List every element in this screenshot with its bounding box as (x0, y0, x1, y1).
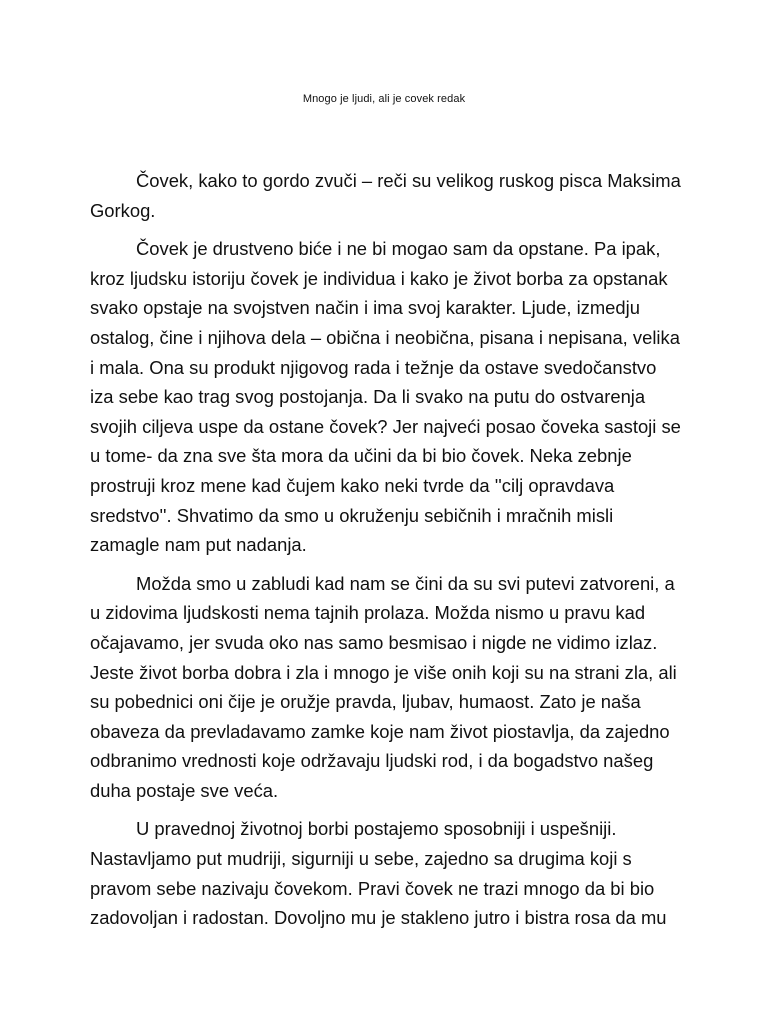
paragraph-2 (90, 234, 690, 560)
document-title: Mnogo je ljudi, ali je covek redak (302, 93, 466, 105)
paragraph-line: Čovek, kako to gordo zvuči – reči su velikog ruskog pisca Maksima (136, 170, 681, 191)
paragraph-line: svako opstaje na svojstven način i ima svoj karakter. Ljude, izmedju (90, 297, 640, 319)
paragraph-line: odbranimo vrednosti koje održavaju ljudski rod, i da bogadstvo našeg (90, 750, 654, 772)
paragraph-line: U pravednoj životnoj borbi postajemo sposobniji i uspešniji. (136, 818, 617, 840)
paragraph-line: obaveza da prevladavamo zamke koje nam život piostavlja, da zajedno (90, 720, 670, 742)
paragraph-line: pravom sebe nazivaju čovekom. Pravi čovek ne trazi mnogo da bi bio (90, 877, 655, 899)
paragraph-line: su pobednici oni čije je oružje pravda, ljubav, humaost. Zato je naša (90, 691, 641, 713)
paragraph-line: očajavamo, jer svuda oko nas samo besmisao i nigde ne vidimo izlaz. (90, 631, 658, 653)
paragraph-line: Gorkog. (90, 199, 156, 221)
paragraph-line: svojih ciljeva uspe da ostane čovek? Jer najveći posao čoveka sastoji se (90, 415, 681, 437)
paragraph-line: sredstvo''. Shvatimo da smo u okruženju sebičnih i mračnih misli (90, 504, 614, 526)
paragraph-line: kroz ljudsku istoriju čovek je individua i kako je život borba za opstanak (90, 267, 668, 289)
paragraph-line: Čovek je drustveno biće i ne bi mogao sam da opstane. Pa ipak, (136, 238, 661, 260)
paragraph-line: Možda smo u zabludi kad nam se čini da su svi putevi zatvoreni, a (136, 572, 675, 594)
paragraph-line: Jeste život borba dobra i zla i mnogo je više onih koji su na strani zla, ali (90, 661, 677, 683)
paragraph-line: iza sebe kao trag svog postojanja. Da li svako na putu do ostvarenja (90, 386, 646, 408)
paragraph-line: prostruji kroz mene kad čujem kako neki tvrde da ''cilj opravdava (90, 474, 615, 496)
paragraph-line: u zidovima ljudskosti nema tajnih prolaza. Možda nismo u pravu kad (90, 602, 646, 624)
paragraph-4 (90, 814, 690, 932)
document-body (90, 166, 690, 942)
paragraph-1 (90, 166, 690, 225)
paragraph-3 (90, 569, 690, 806)
paragraph-line: zamagle nam put nadanja. (90, 534, 307, 556)
paragraph-line: duha postaje sve veća. (90, 779, 279, 801)
paragraph-line: zadovoljan i radostan. Dovoljno mu je stakleno jutro i bistra rosa da mu (90, 907, 667, 929)
paragraph-line: u tome- da zna sve šta mora da učini da bi bio čovek. Neka zebnje (90, 445, 632, 467)
paragraph-line: ostalog, čine i njihova dela – obična i neobična, pisana i nepisana, velika (90, 326, 680, 348)
paragraph-line: i mala. Ona su produkt njigovog rada i težnje da ostave svedočanstvo (90, 356, 657, 378)
paragraph-line: Nastavljamo put mudriji, sigurniji u sebe, zajedno sa drugima koji s (90, 848, 632, 870)
